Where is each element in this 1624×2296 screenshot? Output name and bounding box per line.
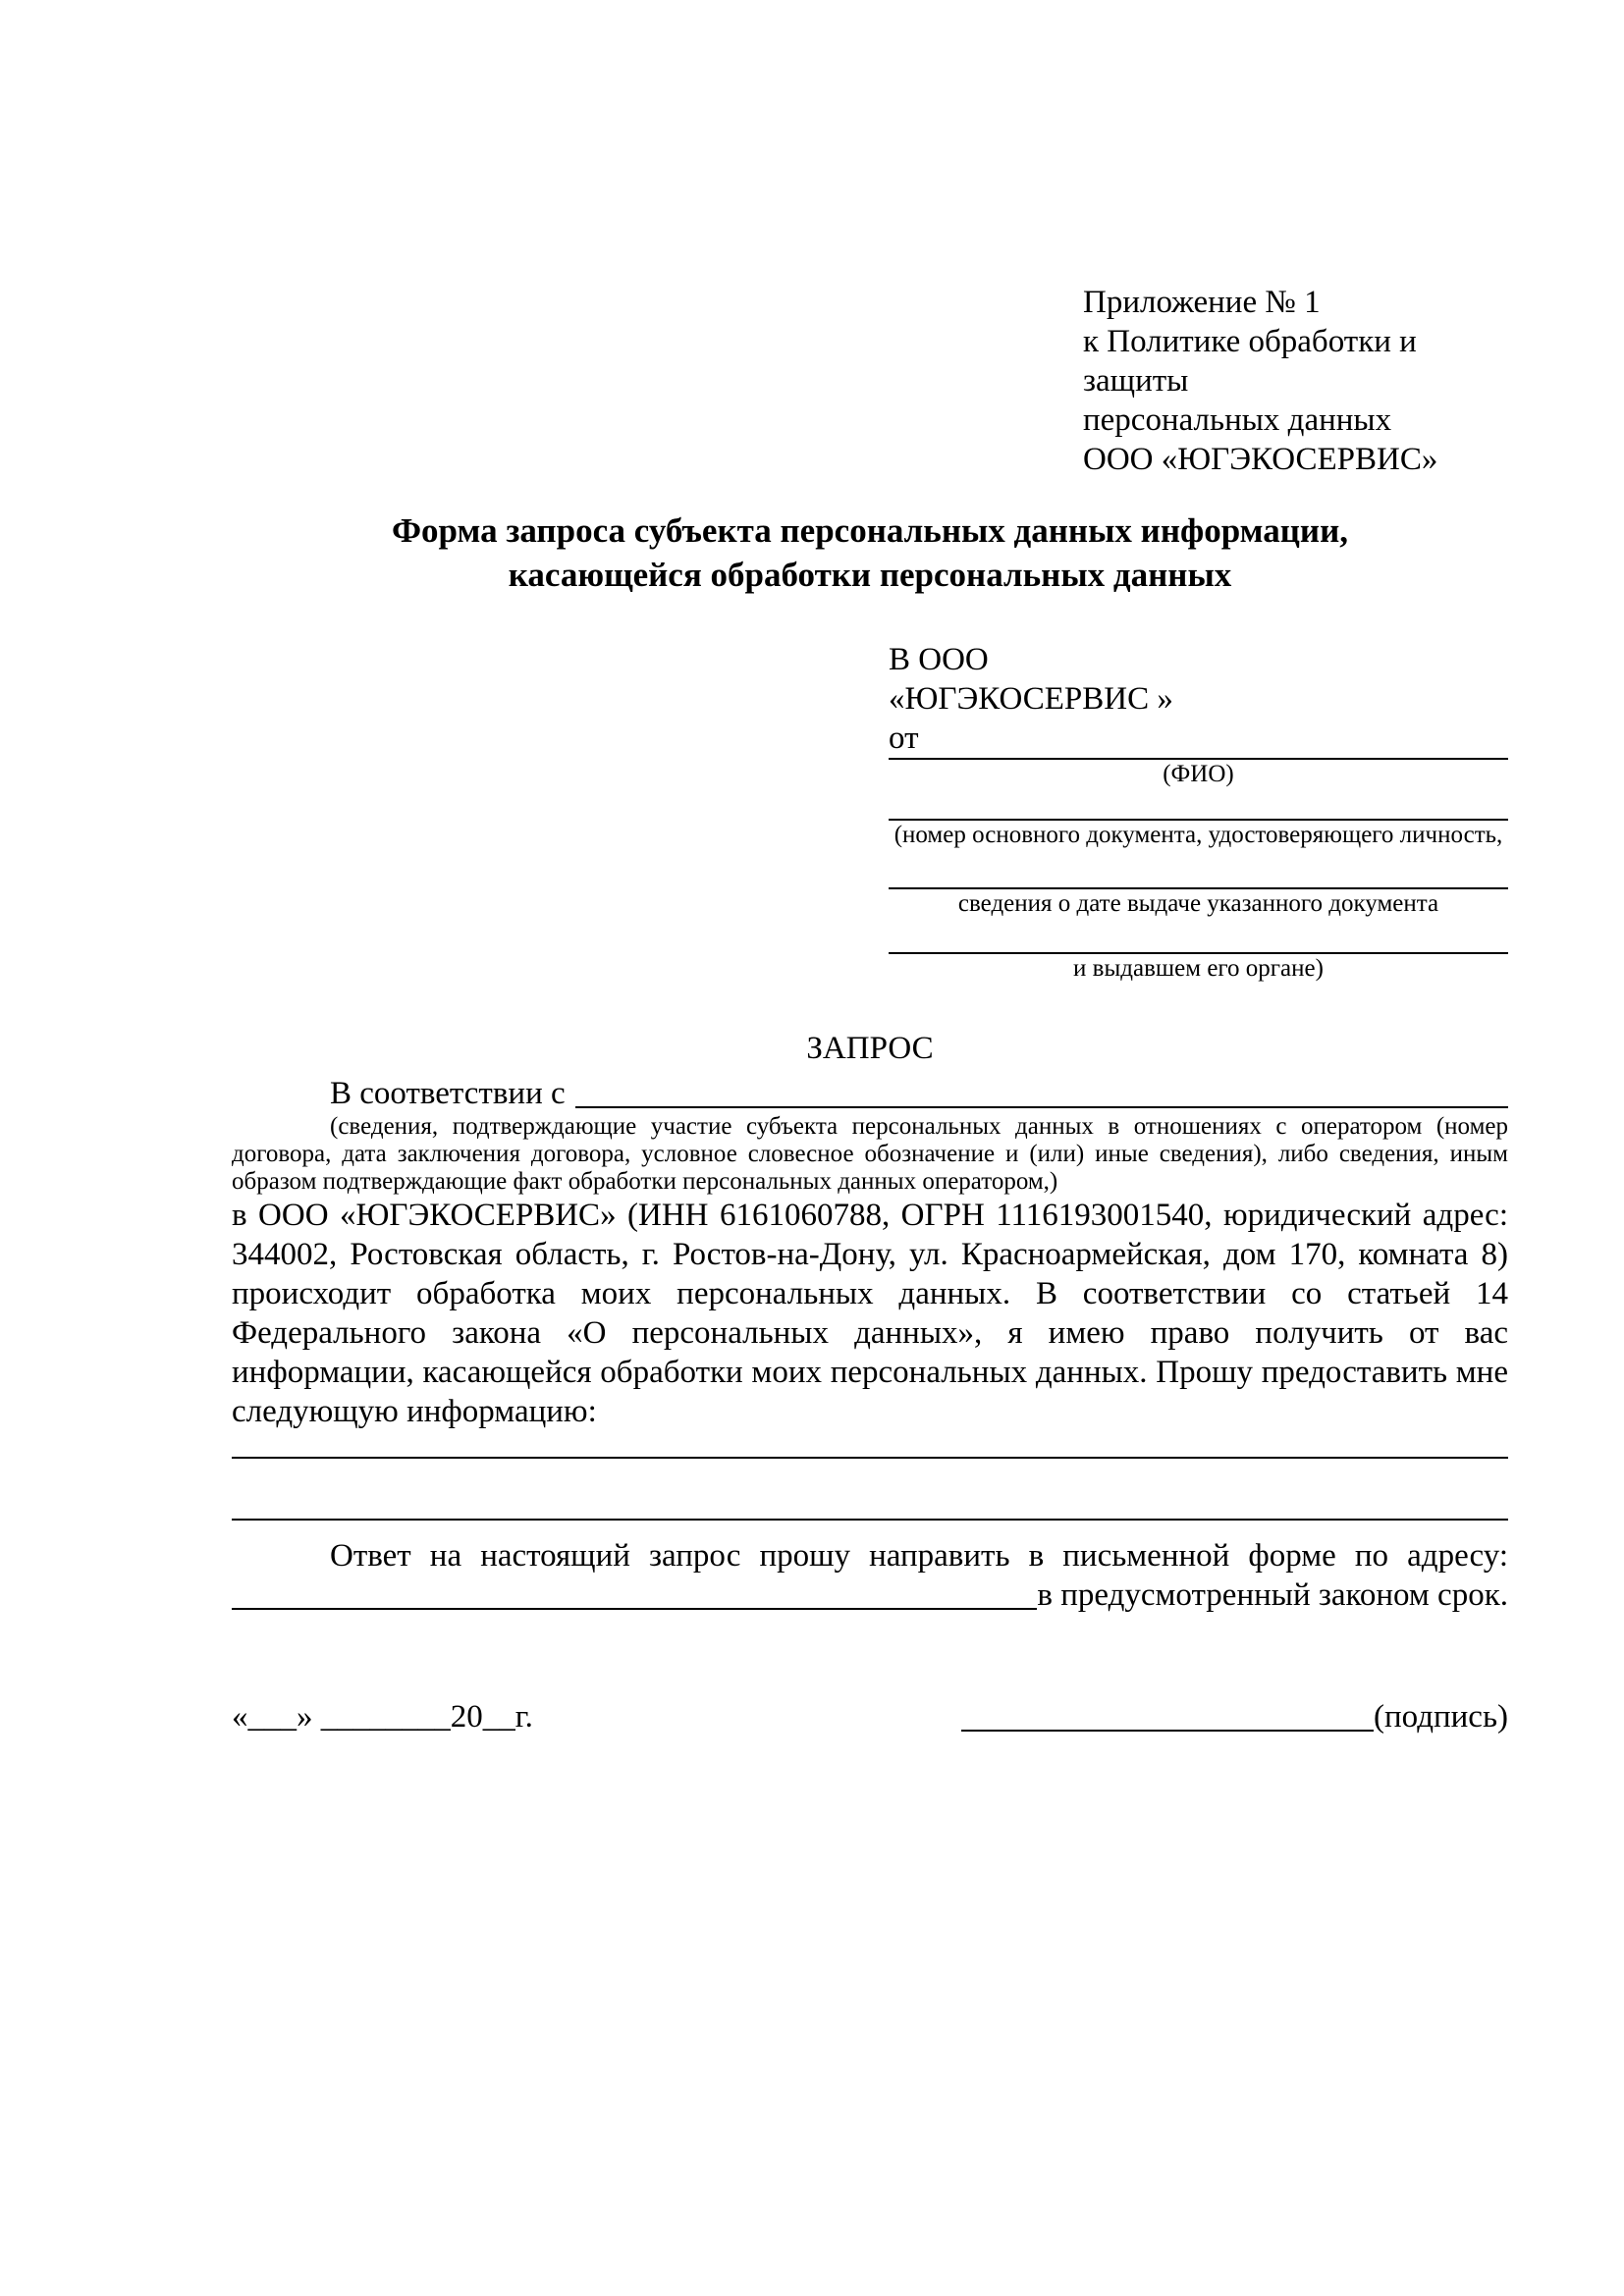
doc-number-field-line [889, 789, 1508, 821]
reply-address-line [232, 1575, 1508, 1615]
addressee-to-line: В ООО [889, 642, 989, 677]
request-heading: ЗАПРОС [806, 1031, 934, 1066]
addressee-to-line: «ЮГЭКОСЕРВИС » [889, 681, 1173, 717]
signature-row [232, 1697, 1508, 1736]
appendix-line: Приложение № 1 [1083, 285, 1321, 320]
reply-paragraph: Ответ на настоящий запрос прошу направить в письменной форме по адресу: [330, 1538, 1508, 1574]
form-title [232, 508, 1508, 597]
lead-text: В соответствии с [330, 1076, 566, 1111]
signature-caption: (подпись) [1374, 1699, 1508, 1735]
lead-line [232, 1074, 1508, 1113]
info-field-line-2 [232, 1519, 1508, 1521]
date-blank-text: «___» ________20__г. [232, 1699, 533, 1735]
info-field-line-1 [232, 1457, 1508, 1459]
issue-date-field-line [889, 850, 1508, 889]
issuing-authority-field-line [889, 919, 1508, 954]
appendix-line: к Политике обработки и защиты [1083, 324, 1417, 399]
appendix-line: персональных данных [1083, 402, 1392, 438]
addressee-from-label: от [889, 721, 919, 756]
issuing-authority-caption: и выдавшем его органе) [1073, 955, 1324, 982]
address-field-line [232, 1575, 1037, 1610]
lead-field-caption: (сведения, подтверждающие участие субъекта персональных данных в отношениях с оператором (номер договора, дата заключения договора, условное словесное обозначение и (или) иные сведения), либо сведения, иным образом подтверждающие факт обработки персональных данных оператором,) [232, 1113, 1508, 1195]
issue-date-caption: сведения о дате выдаче указанного документа [957, 890, 1439, 917]
doc-number-caption: (номер основного документа, удостоверяющего личность, [893, 822, 1503, 848]
signature-field-line [961, 1730, 1374, 1732]
request-body-paragraph: в ООО «ЮГЭКОСЕРВИС» (ИНН 6161060788, ОГРН 1116193001540, юридический адрес: 344002, Ростовская область, г. Ростов-на-Дону, ул. Красноармейская, дом 170, комната 8) происходит обработка моих персональных данных. В соответствии со статьей 14 Федерального закона «О персональных данных», я имею право получить от вас информации, касающейся обработки моих персональных данных. Прошу предоставить мне следующую информацию: [232, 1198, 1508, 1429]
fio-caption: (ФИО) [1163, 761, 1234, 787]
reply-tail-text: в предусмотренный законом срок. [1037, 1577, 1508, 1613]
addressee-block [889, 640, 1508, 984]
signature-group [961, 1697, 1508, 1736]
appendix-header [1083, 283, 1508, 479]
form-title-line: касающейся обработки персональных данных [508, 556, 1232, 594]
lead-field-line [575, 1074, 1508, 1108]
form-title-line: Форма запроса субъекта персональных данных информации, [391, 511, 1349, 550]
appendix-line: ООО «ЮГЭКОСЕРВИС» [1083, 442, 1438, 477]
